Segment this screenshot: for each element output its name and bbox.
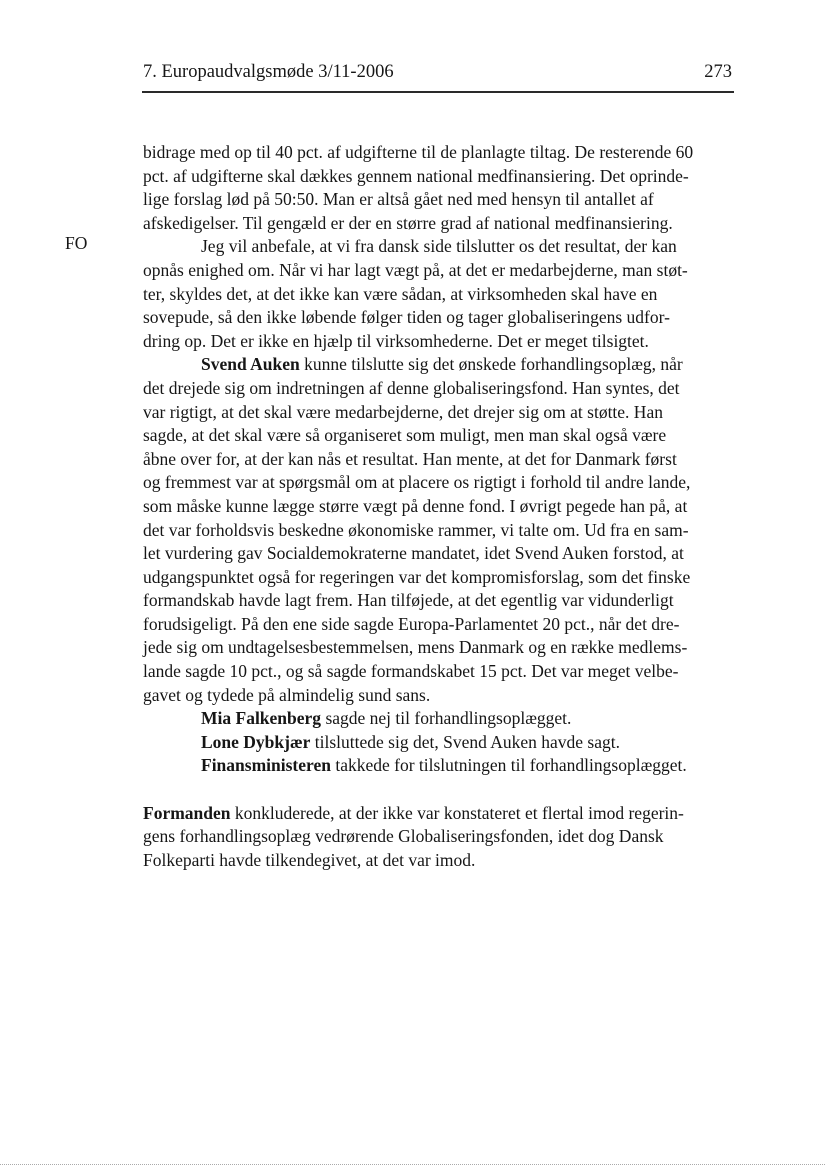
text-line — [143, 519, 735, 543]
text-line — [143, 235, 735, 259]
header-rule — [142, 91, 734, 93]
speaker-name: Lone Dybkjær — [201, 731, 311, 752]
text-line — [143, 471, 735, 495]
text-line — [143, 141, 735, 165]
page-number: 273 — [704, 62, 732, 82]
margin-note: FO — [65, 233, 88, 253]
text-line — [143, 660, 735, 684]
line-text: lande sagde 10 pct., og så sagde formandskabet 15 pct. Det var meget velbe- — [143, 661, 679, 682]
text-line — [143, 283, 735, 307]
line-text: som måske kunne lægge større vægt på denne fond. I øvrigt pegede han på, at — [143, 495, 688, 516]
text-line — [143, 825, 735, 849]
text-line — [143, 259, 735, 283]
line-text: det drejede sig om indretningen af denne globaliseringsfond. Han syntes, det — [143, 377, 680, 398]
text-line — [143, 495, 735, 519]
line-text: og fremmest var at spørgsmål om at placere os rigtigt i forhold til andre lande, — [143, 472, 691, 493]
text-line — [143, 188, 735, 212]
line-text: åbne over for, at der kan nås et resultat. Han mente, at det for Danmark først — [143, 448, 677, 469]
text-line — [143, 377, 735, 401]
text-line — [143, 802, 735, 826]
text-line — [143, 353, 735, 377]
text-line — [143, 165, 735, 189]
line-text: jede sig om undtagelsesbestemmelsen, mens Danmark og en række medlems- — [143, 637, 688, 658]
line-text: sovepude, så den ikke løbende følger tiden og tager globaliseringens udfor- — [143, 307, 670, 328]
text-line — [143, 566, 735, 590]
line-text: opnås enighed om. Når vi har lagt vægt på, at det er medarbejderne, man støt- — [143, 259, 688, 280]
speaker-name: Formanden — [143, 802, 231, 823]
line-text: formandskab havde lagt frem. Han tilføjede, at det egentlig var vidunderligt — [143, 590, 674, 611]
text-line — [143, 589, 735, 613]
line-text: sagde, at det skal være så organiseret som muligt, men man skal også være — [143, 425, 667, 446]
line-text: pct. af udgifterne skal dækkes gennem national medfinansiering. Det oprinde- — [143, 165, 689, 186]
line-text: let vurdering gav Socialdemokraterne mandatet, idet Svend Auken forstod, at — [143, 543, 684, 564]
text-line — [143, 401, 735, 425]
line-text: kunne tilslutte sig det ønskede forhandlingsoplæg, når — [299, 354, 683, 375]
line-text: konkluderede, at der ikke var konstateret et flertal imod regerin- — [230, 802, 684, 823]
text-line — [143, 212, 735, 236]
text-line — [143, 849, 735, 873]
text-line — [143, 754, 735, 778]
body-text — [143, 141, 735, 872]
line-text: udgangspunktet også for regeringen var det kompromisforslag, som det finske — [143, 566, 691, 587]
line-text: det var forholdsvis beskedne økonomiske rammer, vi talte om. Ud fra en sam- — [143, 519, 689, 540]
text-line — [143, 448, 735, 472]
line-text: Jeg vil anbefale, at vi fra dansk side tilslutter os det resultat, der kan — [201, 236, 677, 257]
line-text: tilsluttede sig det, Svend Auken havde sagt. — [310, 731, 620, 752]
header-title: 7. Europaudvalgsmøde 3/11-2006 — [143, 62, 394, 82]
text-line — [143, 684, 735, 708]
line-text: sagde nej til forhandlingsoplægget. — [321, 708, 572, 729]
text-line — [143, 613, 735, 637]
text-line — [143, 306, 735, 330]
line-text: gens forhandlingsoplæg vedrørende Globaliseringsfonden, idet dog Dansk — [143, 826, 664, 847]
line-text: takkede for tilslutningen til forhandlingsoplægget. — [330, 755, 687, 776]
speaker-name: Finansministeren — [201, 755, 331, 776]
line-text: bidrage med op til 40 pct. af udgifterne til de planlagte tiltag. De resterende 60 — [143, 142, 694, 162]
speaker-name: Mia Falkenberg — [201, 708, 322, 729]
text-line — [143, 636, 735, 660]
line-text: lige forslag lød på 50:50. Man er altså gået ned med hensyn til antallet af — [143, 189, 654, 210]
speaker-name: Svend Auken — [201, 354, 300, 375]
line-text: ter, skyldes det, at det ikke kan være sådan, at virksomheden skal have en — [143, 283, 658, 304]
line-text: var rigtigt, at det skal være medarbejderne, det drejer sig om at støtte. Han — [143, 401, 663, 422]
bottom-rule — [0, 1164, 825, 1165]
line-text: dring op. Det er ikke en hjælp til virksomhederne. Det er meget tilsigtet. — [143, 330, 649, 351]
line-text: gavet og tydede på almindelig sund sans. — [143, 684, 431, 705]
text-line — [143, 330, 735, 354]
text-line — [143, 424, 735, 448]
text-line — [143, 542, 735, 566]
line-text: Folkeparti havde tilkendegivet, at det var imod. — [143, 849, 476, 870]
line-text: afskedigelser. Til gengæld er der en større grad af national medfinansiering. — [143, 212, 673, 233]
text-line — [143, 731, 735, 755]
text-line — [143, 707, 735, 731]
line-text: forudsigeligt. På den ene side sagde Europa-Parlamentet 20 pct., når det dre- — [143, 613, 680, 634]
